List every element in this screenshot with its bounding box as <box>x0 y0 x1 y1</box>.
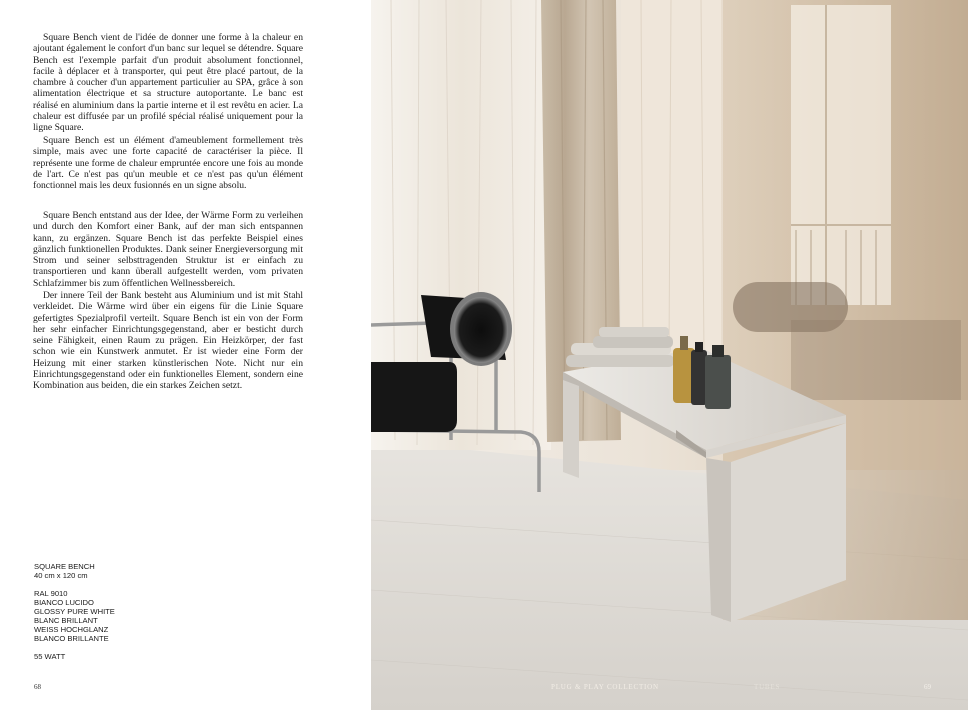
french-paragraph-1: Square Bench vient de l'idée de donner une forme à la chaleur en ajoutant également le confort d'un banc sur lequel se détendre. Square Bench est l'exemple parfait d'un produit absolument fonctionnel, facile à déplacer et à transporter, qui peut être placé partout, de la chambre à coucher d'un appartement particulier au SPA, grâce à son alimentation électrique et sa structure autoportante. Le banc est réalisé en aluminium dans la partie interne et il est revêtu en acier. La chaleur est diffusée par un profilé spécial réalisé uniquement pour la ligne Square. <box>33 32 303 134</box>
footer-collection-title: PLUG & PLAY COLLECTION <box>551 683 659 691</box>
spec-finish: BLANC BRILLANT <box>34 616 98 625</box>
product-specs <box>34 562 115 661</box>
right-page <box>371 0 968 710</box>
spec-finish: BLANCO BRILLANTE <box>34 634 109 643</box>
french-paragraph-2: Square Bench est un élément d'ameublement formellement très simple, mais avec une forte capacité de caractériser la pièce. Il représente une forme de chaleur empruntée encore une fois au monde de l'art. Ce n'est pas qu'un meuble et ce n'est pas qu'un élément fonctionnel mais les deux fusionnés en un signe absolu. <box>33 135 303 192</box>
chair-seat <box>371 362 457 432</box>
page-number-left: 68 <box>34 683 41 691</box>
spec-product-name: SQUARE BENCH <box>34 562 95 571</box>
spec-size: 40 cm x 120 cm <box>34 571 88 580</box>
spec-ral: RAL 9010 <box>34 589 68 598</box>
left-page <box>0 0 371 710</box>
bottles <box>673 336 731 409</box>
german-paragraph-1: Square Bench entstand aus der Idee, der Wärme Form zu verleihen und durch den Komfort einer Bank, auf der man sich entspannen kann, zu ergänzen. Square Bench ist das perfekte Beispiel eines gänzlich funktionellen Produktes. Dank seiner Energieversorgung mit Strom und seiner selbsttragenden Struktur ist er einfach zu transportieren und kann überall aufgestellt werden, vom privaten Schlafzimmer bis zum öffentlichen Wellnessbereich. <box>33 210 303 289</box>
interior-photo <box>371 0 968 710</box>
spec-finish: GLOSSY PURE WHITE <box>34 607 115 616</box>
spec-finish: WEISS HOCHGLANZ <box>34 625 109 634</box>
german-paragraph-2: Der innere Teil der Bank besteht aus Aluminium und ist mit Stahl verkleidet. Die Wärme wird über ein eigens für die Linie Square gefertigtes Spezialprofil verteilt. Square Bench ist ein von der Form her sehr einfacher Einrichtungsgegenstand, aber er besticht durch seine Fähigkeit, einen Raum zu prägen. Ein Heizkörper, der fast schon wie ein Kunstwerk anmutet. Er ist wieder eine Form der Heizung mit einer starken künstlerischen Note. Nicht nur ein Einrichtungsgegenstand oder ein funktionelles Element, sondern eine Kombination aus beiden, die ein starkes Zeichen setzt. <box>33 290 303 392</box>
footer-section-label: TUBES <box>754 683 781 691</box>
chair-backrest <box>421 292 512 366</box>
spec-spacer <box>34 643 115 652</box>
spec-power: 55 WATT <box>34 652 66 661</box>
spec-finish: BIANCO LUCIDO <box>34 598 94 607</box>
spec-spacer <box>34 580 115 589</box>
page-number-right: 69 <box>924 683 931 691</box>
